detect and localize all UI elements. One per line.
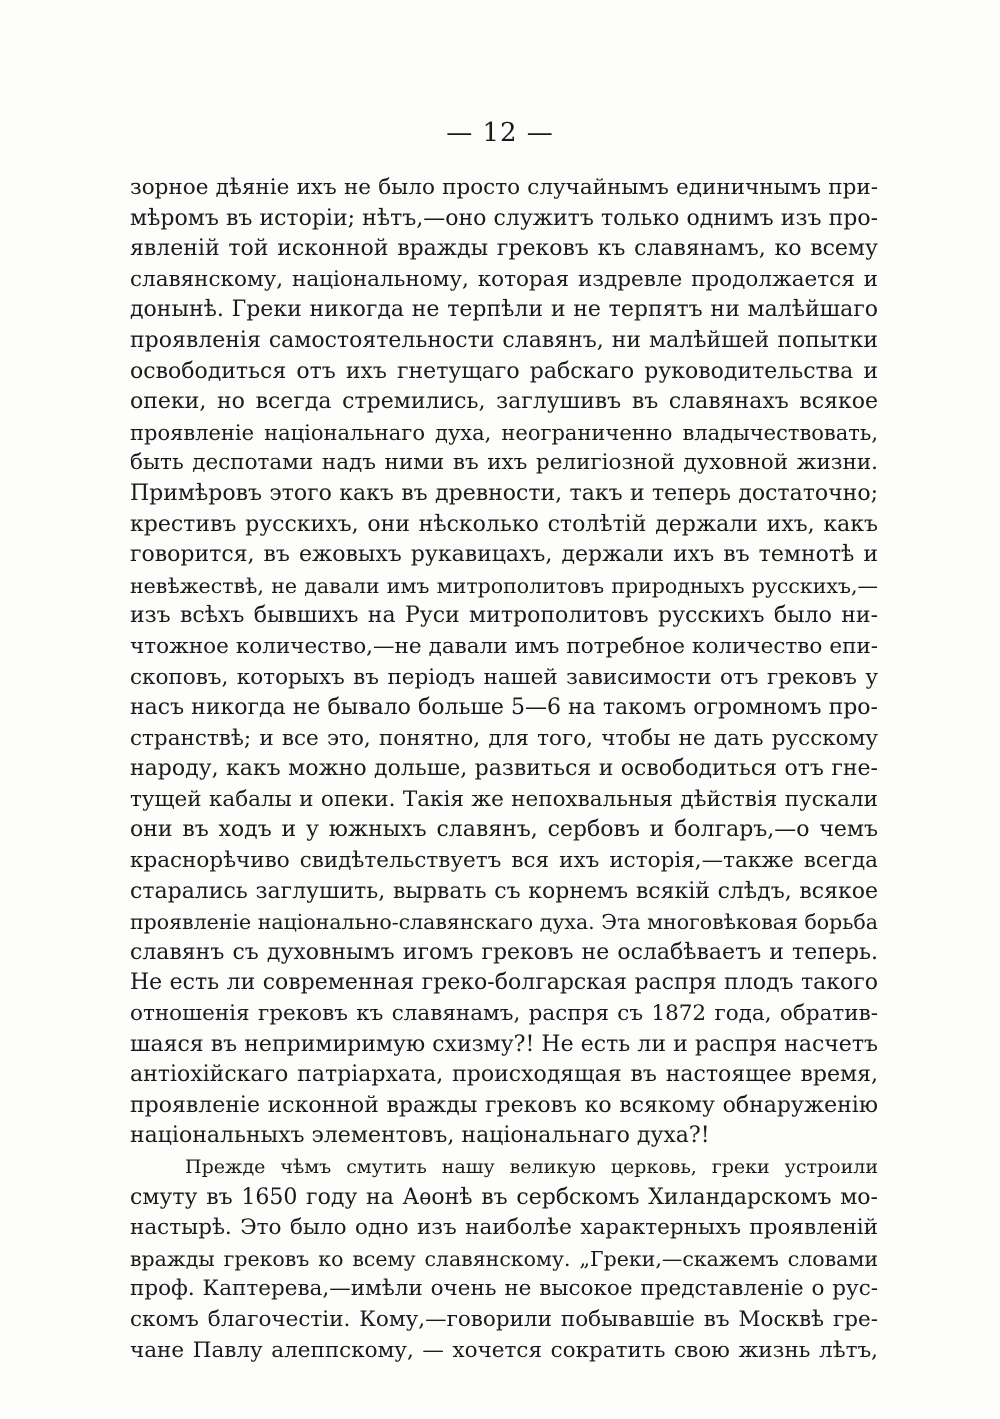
text-line: скомъ благочестіи. Кому,—говорили побывавшіе въ Москвѣ гре- <box>130 1306 878 1332</box>
text-line: явленій той исконной вражды грековъ къ славянамъ, ко всему <box>130 236 878 262</box>
text-line: проявленіе исконной вражды грековъ ко всякому обнаруженію <box>130 1092 878 1118</box>
text-line: вражды грековъ ко всему славянскому. „Греки,—скажемъ словами <box>130 1246 878 1271</box>
text-line: шаяся въ непримиримую схизму?! Не есть ли и распря насчетъ <box>130 1031 878 1057</box>
text-line: славянъ съ духовнымъ игомъ грековъ не ослабѣваетъ и теперь. <box>130 939 878 965</box>
paragraph <box>130 1152 878 1366</box>
text-line: Примѣровъ этого какъ въ древности, такъ и теперь достаточно; <box>130 480 878 506</box>
text-line: проф. Каптерева,—имѣли очень не высокое представленіе о рус- <box>130 1276 878 1302</box>
text-line: зорное дѣяніе ихъ не было просто случайнымъ единичнымъ при- <box>130 175 878 200</box>
text-line: смуту въ 1650 году на Аѳонѣ въ сербскомъ Хиландарскомъ мо- <box>130 1184 878 1210</box>
text-line: проявленія самостоятельности славянъ, ни малѣйшей попытки <box>130 327 878 353</box>
text-line: національныхъ элементовъ, національнаго духа?! <box>130 1123 710 1149</box>
text-line: опеки, но всегда стремились, заглушивъ въ славянахъ всякое <box>130 389 878 415</box>
text-line: проявленіе національно-славянскаго духа. Эта многовѣковая борьба <box>130 910 878 935</box>
text-line: народу, какъ можно дольше, развиться и освободиться отъ гне- <box>130 756 878 782</box>
text-line: странствѣ; и все это, понятно, для того, чтобы не дать русскому <box>130 725 878 751</box>
text-line: чане Павлу алеппскому, — хочется сократить свою жизнь лѣтъ, <box>130 1337 878 1363</box>
text-line: насъ никогда не бывало больше 5—6 на такомъ огромномъ про- <box>130 695 878 721</box>
text-line: освободиться отъ ихъ гнетущаго рабскаго руководительства и <box>130 358 878 384</box>
text-line: славянскому, національному, которая издревле продолжается и <box>130 266 878 292</box>
text-line: быть деспотами надъ ними въ ихъ религіозной духовной жизни. <box>130 450 878 476</box>
text-line: мѣромъ въ исторіи; нѣтъ,—оно служитъ только однимъ изъ про- <box>130 205 878 231</box>
text-line: Прежде чѣмъ смутить нашу великую церковь, греки устроили <box>185 1156 878 1178</box>
text-line: невѣжествѣ, не давали имъ митрополитовъ природныхъ русскихъ,— <box>130 573 878 598</box>
page-number: — 12 — <box>446 118 554 148</box>
text-line: отношенія грековъ къ славянамъ, распря съ 1872 года, обратив- <box>130 1001 878 1027</box>
text-line: антіохійскаго патріархата, происходящая въ настоящее время, <box>130 1062 878 1088</box>
text-line: говорится, въ ежовыхъ рукавицахъ, держали ихъ въ темнотѣ и <box>130 542 878 568</box>
text-line: Не есть ли современная греко-болгарская распря плодъ такого <box>130 970 878 996</box>
text-line: изъ всѣхъ бывшихъ на Руси митрополитовъ русскихъ было ни- <box>130 603 878 629</box>
body-text <box>130 173 878 1366</box>
text-line: крестивъ русскихъ, они нѣсколько столѣтій держали ихъ, какъ <box>130 511 878 537</box>
text-line: краснорѣчиво свидѣтельствуетъ вся ихъ исторія,—также всегда <box>130 848 878 874</box>
text-line: настырѣ. Это было одно изъ наиболѣе характерныхъ проявленій <box>130 1215 878 1241</box>
text-line: чтожное количество,—не давали имъ потребное количество епи- <box>130 633 878 659</box>
text-line: донынѣ. Греки никогда не терпѣли и не терпятъ ни малѣйшаго <box>130 297 878 323</box>
text-line: скоповъ, которыхъ въ періодъ нашей зависимости отъ грековъ у <box>130 664 878 690</box>
text-line: они въ ходъ и у южныхъ славянъ, сербовъ и болгаръ,—о чемъ <box>130 817 878 843</box>
text-line: тущей кабалы и опеки. Такія же непохвальныя дѣйствія пускали <box>130 786 878 812</box>
text-line: проявленіе національнаго духа, неограниченно владычествовать, <box>130 420 878 445</box>
paragraph <box>130 173 878 1152</box>
text-line: старались заглушить, вырвать съ корнемъ всякій слѣдъ, всякое <box>130 878 878 904</box>
